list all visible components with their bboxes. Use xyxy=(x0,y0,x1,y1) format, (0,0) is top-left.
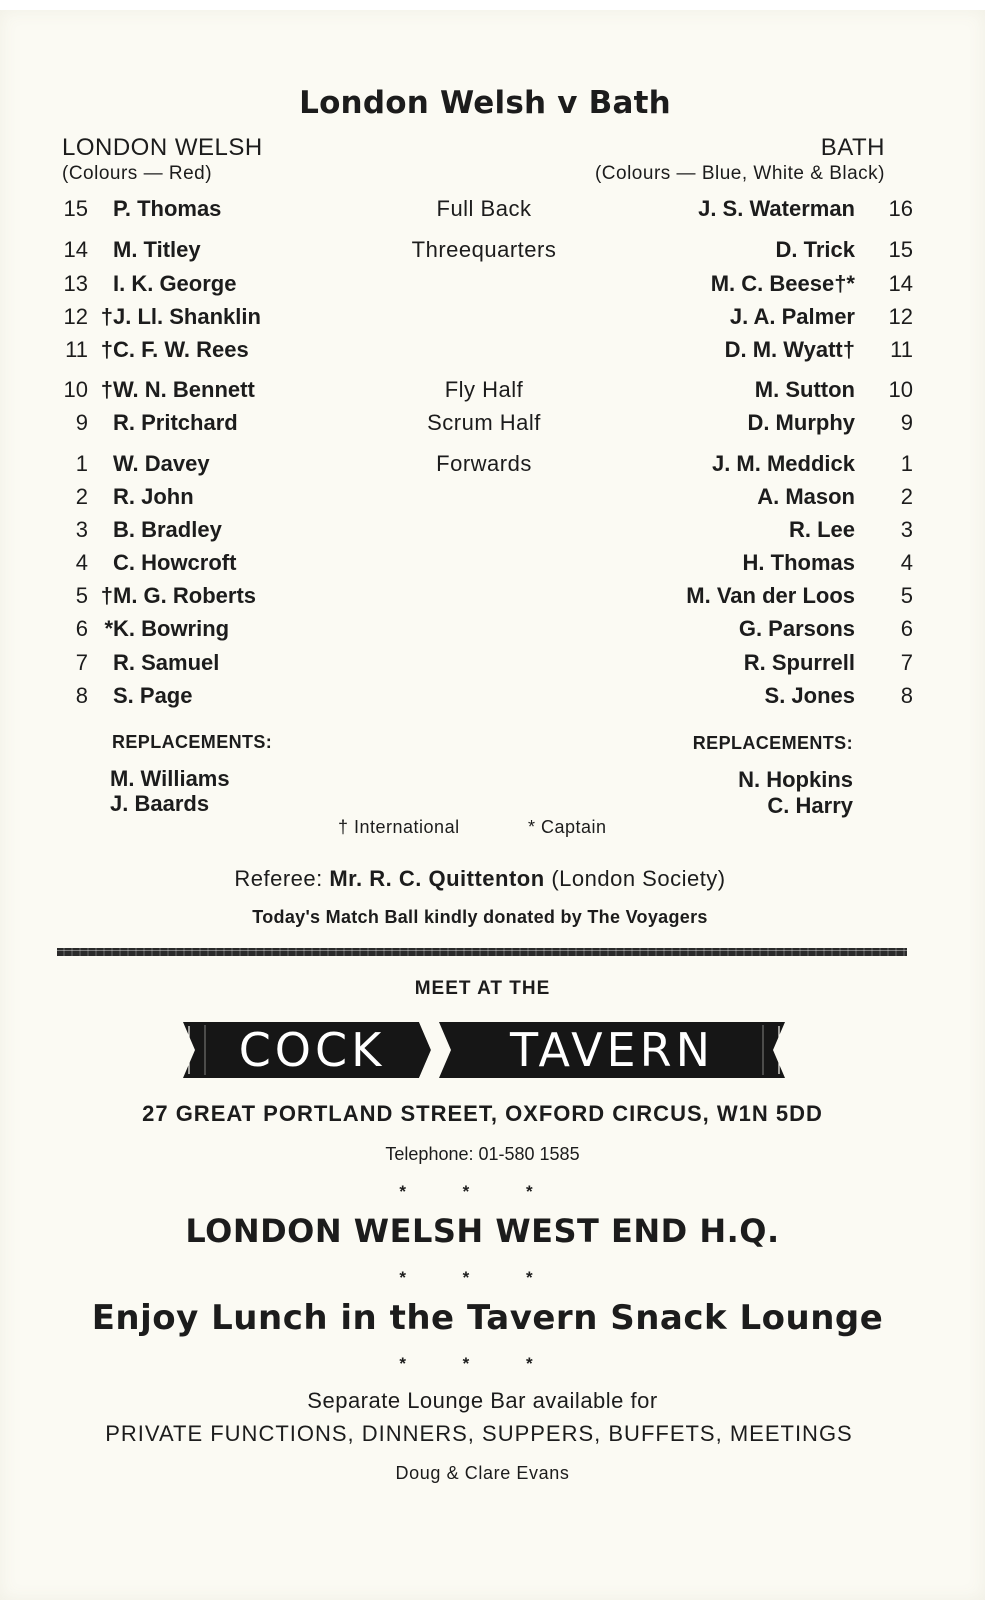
away-jersey-number: 12 xyxy=(888,304,913,329)
away-replacements-heading: REPLACEMENTS: xyxy=(692,733,853,753)
lineup-row xyxy=(0,451,985,481)
home-team-colours: (Colours — Red) xyxy=(62,163,213,184)
lineup-row xyxy=(0,583,985,613)
home-jersey-number: 5 xyxy=(75,583,88,608)
away-jersey-number: 15 xyxy=(888,237,913,262)
home-player-name xyxy=(97,517,222,543)
home-player-name-text: K. Bowring xyxy=(113,616,230,641)
functions-line: PRIVATE FUNCTIONS, DINNERS, SUPPERS, BUFFETS, MEETINGS xyxy=(105,1421,853,1446)
home-jersey-number: 9 xyxy=(75,410,88,435)
position-label: Full Back xyxy=(436,196,532,221)
away-player-name: H. Thomas xyxy=(742,550,855,575)
home-player-name xyxy=(97,683,192,709)
away-jersey-number: 6 xyxy=(900,616,913,641)
away-player-name: M. Sutton xyxy=(754,377,855,402)
home-jersey-number: 15 xyxy=(63,196,88,221)
away-team-colours: (Colours — Blue, White & Black) xyxy=(594,163,885,184)
away-replacement: C. Harry xyxy=(767,793,853,818)
away-jersey-number: 9 xyxy=(900,410,913,435)
home-player-mark: † xyxy=(100,304,113,329)
home-player-name xyxy=(97,484,194,510)
away-jersey-number: 14 xyxy=(888,271,913,296)
away-jersey-number: 10 xyxy=(888,377,913,402)
home-player-name xyxy=(97,410,238,436)
home-player-name-text: M. Titley xyxy=(113,237,201,262)
home-player-name xyxy=(97,337,249,363)
home-player-name-text: C. F. W. Rees xyxy=(113,337,249,362)
lounge-bar-line: Separate Lounge Bar available for xyxy=(307,1388,658,1413)
lineup-row xyxy=(0,196,985,226)
home-player-name xyxy=(97,550,236,576)
divider-rule xyxy=(57,948,907,956)
home-player-name xyxy=(97,451,210,477)
home-player-name-text: R. John xyxy=(113,484,194,509)
away-player-name: S. Jones xyxy=(764,683,855,708)
tavern-address: 27 GREAT PORTLAND STREET, OXFORD CIRCUS, W1N 5DD xyxy=(142,1101,823,1126)
tavern-telephone: Telephone: 01-580 1585 xyxy=(385,1144,580,1164)
referee-name: Mr. R. C. Quittenton xyxy=(329,866,545,891)
home-jersey-number: 8 xyxy=(75,683,88,708)
lineup-row xyxy=(0,377,985,407)
home-player-name xyxy=(97,196,221,222)
away-player-name: R. Spurrell xyxy=(743,650,855,675)
away-player-name: D. Trick xyxy=(775,237,855,262)
home-jersey-number: 13 xyxy=(63,271,88,296)
away-player-name: A. Mason xyxy=(757,484,855,509)
west-end-hq: LONDON WELSH WEST END H.Q. xyxy=(185,1212,780,1250)
lineup-row xyxy=(0,304,985,334)
meet-at-the: MEET AT THE xyxy=(414,978,551,999)
home-player-name-text: P. Thomas xyxy=(113,196,222,221)
home-player-name-text: M. G. Roberts xyxy=(113,583,257,608)
away-jersey-number: 11 xyxy=(890,337,913,362)
position-label: Threequarters xyxy=(411,237,557,262)
home-player-mark: † xyxy=(100,377,113,402)
home-jersey-number: 10 xyxy=(63,377,88,402)
away-jersey-number: 3 xyxy=(900,517,913,542)
home-player-mark: * xyxy=(104,616,113,641)
home-player-name-text: S. Page xyxy=(113,683,193,708)
home-jersey-number: 2 xyxy=(75,484,88,509)
home-player-name xyxy=(97,583,256,609)
lineup-row xyxy=(0,410,985,440)
star-separator: * * * xyxy=(399,1354,559,1373)
sign-word-cock: COCK xyxy=(238,1023,386,1077)
home-jersey-number: 11 xyxy=(65,337,88,362)
away-player-name: J. M. Meddick xyxy=(711,451,855,476)
lineup-row xyxy=(0,237,985,267)
home-replacement: J. Baards xyxy=(110,791,210,816)
lineup-row xyxy=(0,517,985,547)
proprietors-signature: Doug & Clare Evans xyxy=(395,1463,570,1483)
referee-line xyxy=(0,866,960,892)
home-player-name-text: W. N. Bennett xyxy=(113,377,255,402)
home-replacement: M. Williams xyxy=(110,766,230,791)
away-player-name: J. S. Waterman xyxy=(698,196,855,221)
programme-page xyxy=(0,10,985,1600)
home-player-name xyxy=(97,377,255,403)
away-player-name: D. Murphy xyxy=(747,410,855,435)
home-team-name: LONDON WELSH xyxy=(62,134,263,161)
away-player-name: R. Lee xyxy=(788,517,855,542)
home-player-name-text: J. Ll. Shanklin xyxy=(113,304,261,329)
home-jersey-number: 7 xyxy=(75,650,88,675)
away-jersey-number: 4 xyxy=(900,550,913,575)
home-player-name xyxy=(97,237,201,263)
position-label: Forwards xyxy=(436,451,532,476)
home-player-name xyxy=(97,616,229,642)
away-jersey-number: 16 xyxy=(888,196,913,221)
away-jersey-number: 1 xyxy=(900,451,913,476)
home-jersey-number: 6 xyxy=(75,616,88,641)
lineup-row xyxy=(0,550,985,580)
home-jersey-number: 1 xyxy=(75,451,88,476)
legend-captain: * Captain xyxy=(528,817,607,837)
away-jersey-number: 5 xyxy=(900,583,913,608)
home-jersey-number: 12 xyxy=(63,304,88,329)
lineup-row xyxy=(0,683,985,713)
away-player-name: D. M. Wyatt† xyxy=(724,337,855,362)
star-separator: * * * xyxy=(399,1182,559,1201)
away-player-name: M. Van der Loos xyxy=(686,583,855,608)
away-player-name: G. Parsons xyxy=(738,616,855,641)
home-replacements-heading: REPLACEMENTS: xyxy=(112,732,273,752)
home-player-name-text: I. K. George xyxy=(113,271,237,296)
lineup-row xyxy=(0,271,985,301)
referee-prefix: Referee: xyxy=(234,866,323,891)
match-title: London Welsh v Bath xyxy=(299,85,671,121)
away-jersey-number: 8 xyxy=(900,683,913,708)
away-team-name: BATH xyxy=(820,134,885,161)
position-label: Fly Half xyxy=(444,377,524,402)
position-label: Scrum Half xyxy=(427,410,541,435)
home-jersey-number: 3 xyxy=(75,517,88,542)
legend-international: † International xyxy=(338,817,460,837)
away-replacement: N. Hopkins xyxy=(738,767,853,792)
lineup-row xyxy=(0,650,985,680)
away-jersey-number: 7 xyxy=(900,650,913,675)
home-player-name-text: C. Howcroft xyxy=(113,550,237,575)
home-player-name-text: R. Samuel xyxy=(113,650,220,675)
home-player-name-text: R. Pritchard xyxy=(113,410,238,435)
match-ball-note: Today's Match Ball kindly donated by The Voyagers xyxy=(252,907,708,927)
home-player-mark: † xyxy=(100,337,113,362)
home-jersey-number: 4 xyxy=(75,550,88,575)
away-player-name: M. C. Beese†* xyxy=(710,271,855,296)
lunch-slogan: Enjoy Lunch in the Tavern Snack Lounge xyxy=(91,1298,884,1338)
lineup-row xyxy=(0,337,985,367)
away-player-name: J. A. Palmer xyxy=(729,304,855,329)
sign-word-tavern: TAVERN xyxy=(510,1023,714,1077)
lineup-row xyxy=(0,484,985,514)
home-jersey-number: 14 xyxy=(63,237,88,262)
lineup-row xyxy=(0,616,985,646)
home-player-mark: † xyxy=(100,583,113,608)
cock-tavern-sign xyxy=(183,1020,785,1080)
home-player-name xyxy=(97,271,236,297)
home-player-name xyxy=(97,304,261,330)
referee-society: (London Society) xyxy=(551,866,726,891)
home-player-name-text: W. Davey xyxy=(113,451,210,476)
away-jersey-number: 2 xyxy=(900,484,913,509)
home-player-name xyxy=(97,650,219,676)
star-separator: * * * xyxy=(399,1268,559,1287)
home-player-name-text: B. Bradley xyxy=(113,517,222,542)
